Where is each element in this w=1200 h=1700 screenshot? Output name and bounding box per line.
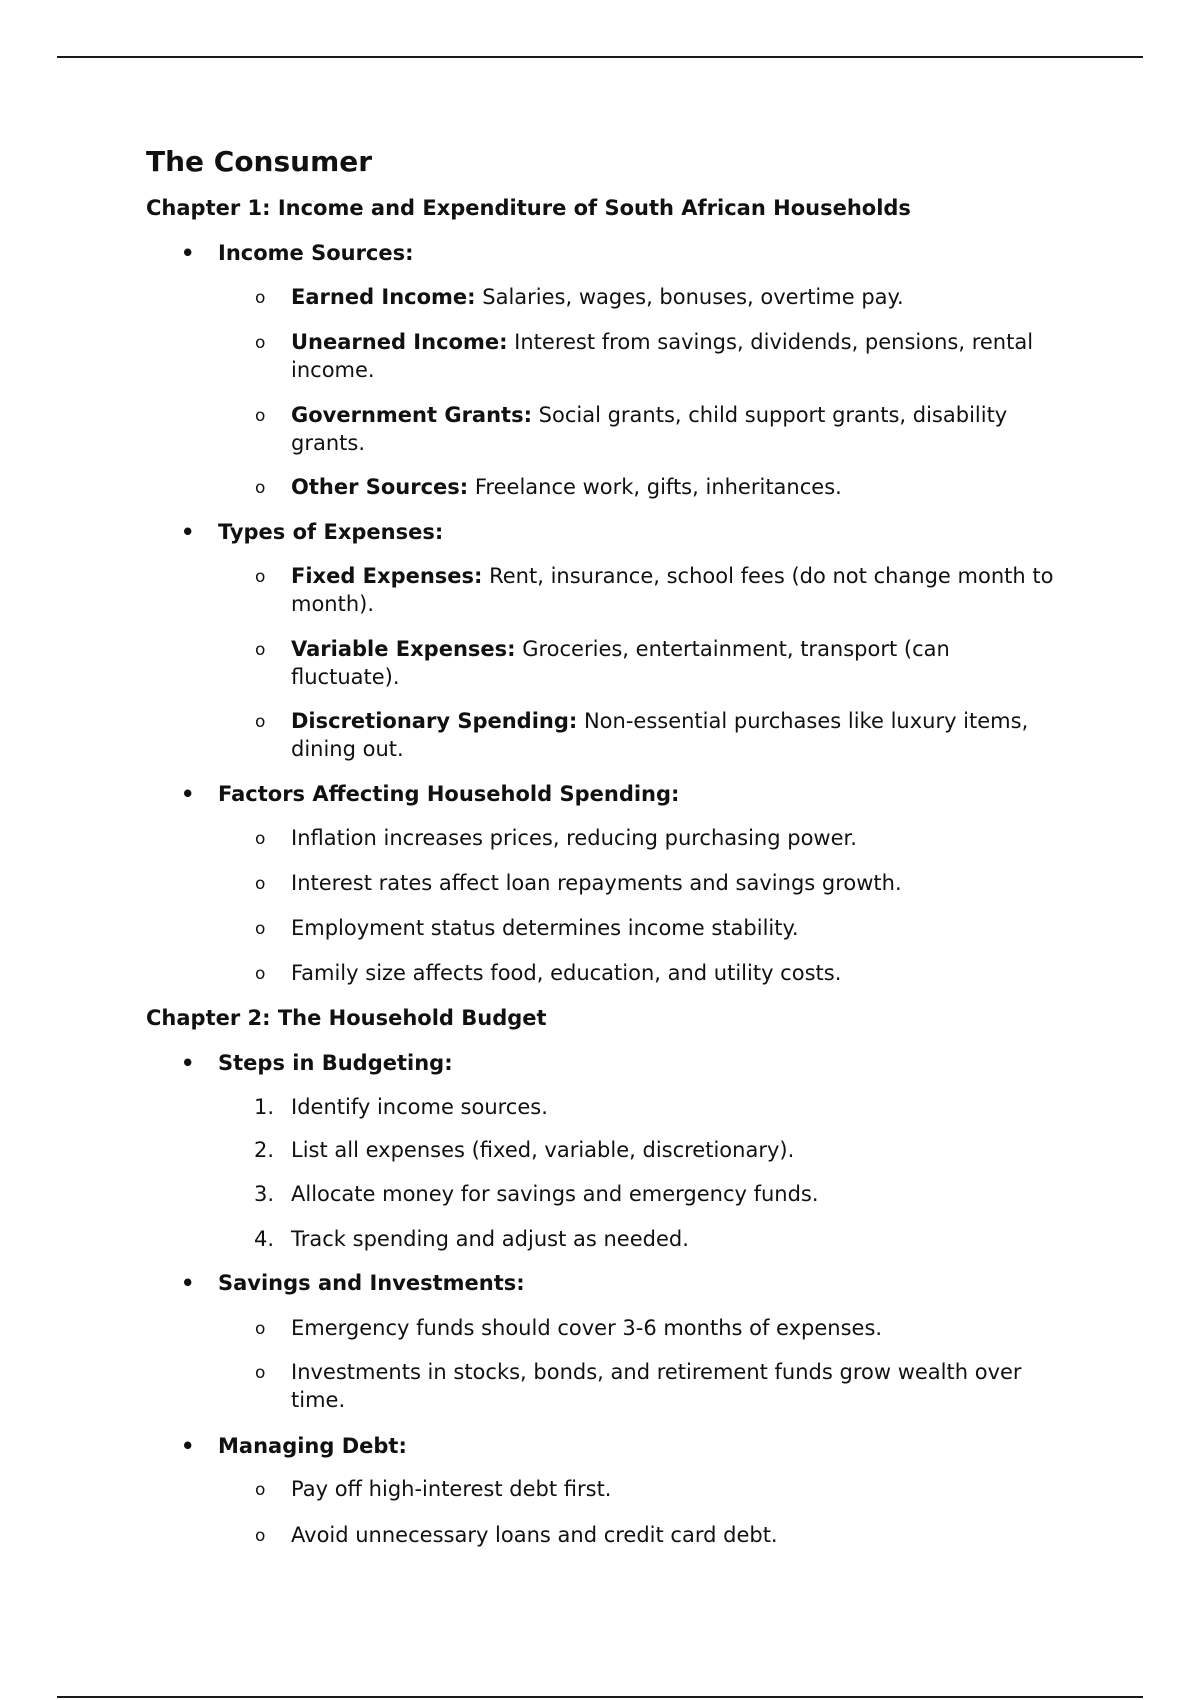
bullet-icon: • [181, 1434, 195, 1458]
sub-bullet-icon: o [255, 333, 266, 353]
sub-bullet-icon: o [255, 478, 266, 498]
sub-bullet-icon: o [255, 1319, 266, 1339]
description: Inflation increases prices, reducing purchasing power. [291, 826, 857, 850]
step-number: 4. [254, 1227, 275, 1251]
bullet-icon: • [181, 520, 195, 544]
bullet-icon: • [181, 1051, 195, 1075]
sub-bullet-icon: o [255, 712, 266, 732]
description: Avoid unnecessary loans and credit card debt. [291, 1523, 778, 1547]
sub-bullet-icon: o [255, 829, 266, 849]
chapter-2-heading: Chapter 2: The Household Budget [146, 1006, 547, 1030]
sub-bullet-icon: o [255, 964, 266, 984]
term: Variable Expenses: [291, 637, 516, 661]
sub-bullet-icon: o [255, 1363, 266, 1383]
types-of-expenses-label: Types of Expenses: [218, 520, 444, 544]
term: Earned Income: [291, 285, 476, 309]
sub-bullet-icon: o [255, 874, 266, 894]
savings-investments-label: Savings and Investments: [218, 1271, 525, 1295]
step-number: 1. [254, 1095, 275, 1119]
description: Investments in stocks, bonds, and retirement funds grow wealth over time. [291, 1360, 1022, 1412]
step-number: 2. [254, 1138, 275, 1162]
bullet-icon: • [181, 241, 195, 265]
steps-in-budgeting-label: Steps in Budgeting: [218, 1051, 453, 1075]
sub-bullet-icon: o [255, 640, 266, 660]
description: Emergency funds should cover 3-6 months of expenses. [291, 1316, 883, 1340]
description: Interest rates affect loan repayments and savings growth. [291, 871, 902, 895]
managing-debt-label: Managing Debt: [218, 1434, 407, 1458]
term: Discretionary Spending: [291, 709, 578, 733]
description: List all expenses (fixed, variable, discretionary). [291, 1138, 795, 1162]
document-title: The Consumer [146, 145, 373, 178]
term: Unearned Income: [291, 330, 508, 354]
bullet-icon: • [181, 1271, 195, 1295]
sub-bullet-icon: o [255, 288, 266, 308]
description: Salaries, wages, bonuses, overtime pay. [475, 285, 904, 309]
chapter-1-heading: Chapter 1: Income and Expenditure of South African Households [146, 196, 911, 220]
sub-bullet-icon: o [255, 567, 266, 587]
description: Non-essential purchases like luxury items, dining out. [291, 709, 1029, 761]
description: Interest from savings, dividends, pensions, rental income. [291, 330, 1034, 382]
description: Identify income sources. [291, 1095, 548, 1119]
description: Freelance work, gifts, inheritances. [468, 475, 842, 499]
description: Track spending and adjust as needed. [291, 1227, 689, 1251]
bullet-icon: • [181, 782, 195, 806]
description: Groceries, entertainment, transport (can fluctuate). [291, 637, 950, 689]
term: Fixed Expenses: [291, 564, 483, 588]
bottom-rule [57, 1696, 1143, 1698]
sub-bullet-icon: o [255, 406, 266, 426]
description: Family size affects food, education, and utility costs. [291, 961, 842, 985]
step-number: 3. [254, 1182, 275, 1206]
description: Allocate money for savings and emergency funds. [291, 1182, 819, 1206]
sub-bullet-icon: o [255, 1480, 266, 1500]
description: Rent, insurance, school fees (do not change month to month). [291, 564, 1054, 616]
top-rule [57, 56, 1143, 58]
description: Pay off high-interest debt first. [291, 1477, 612, 1501]
term: Other Sources: [291, 475, 469, 499]
sub-bullet-icon: o [255, 919, 266, 939]
term: Government Grants: [291, 403, 532, 427]
description: Employment status determines income stability. [291, 916, 799, 940]
sub-bullet-icon: o [255, 1526, 266, 1546]
income-sources-label: Income Sources: [218, 241, 414, 265]
description: Social grants, child support grants, disability grants. [291, 403, 1008, 455]
factors-label: Factors Affecting Household Spending: [218, 782, 680, 806]
